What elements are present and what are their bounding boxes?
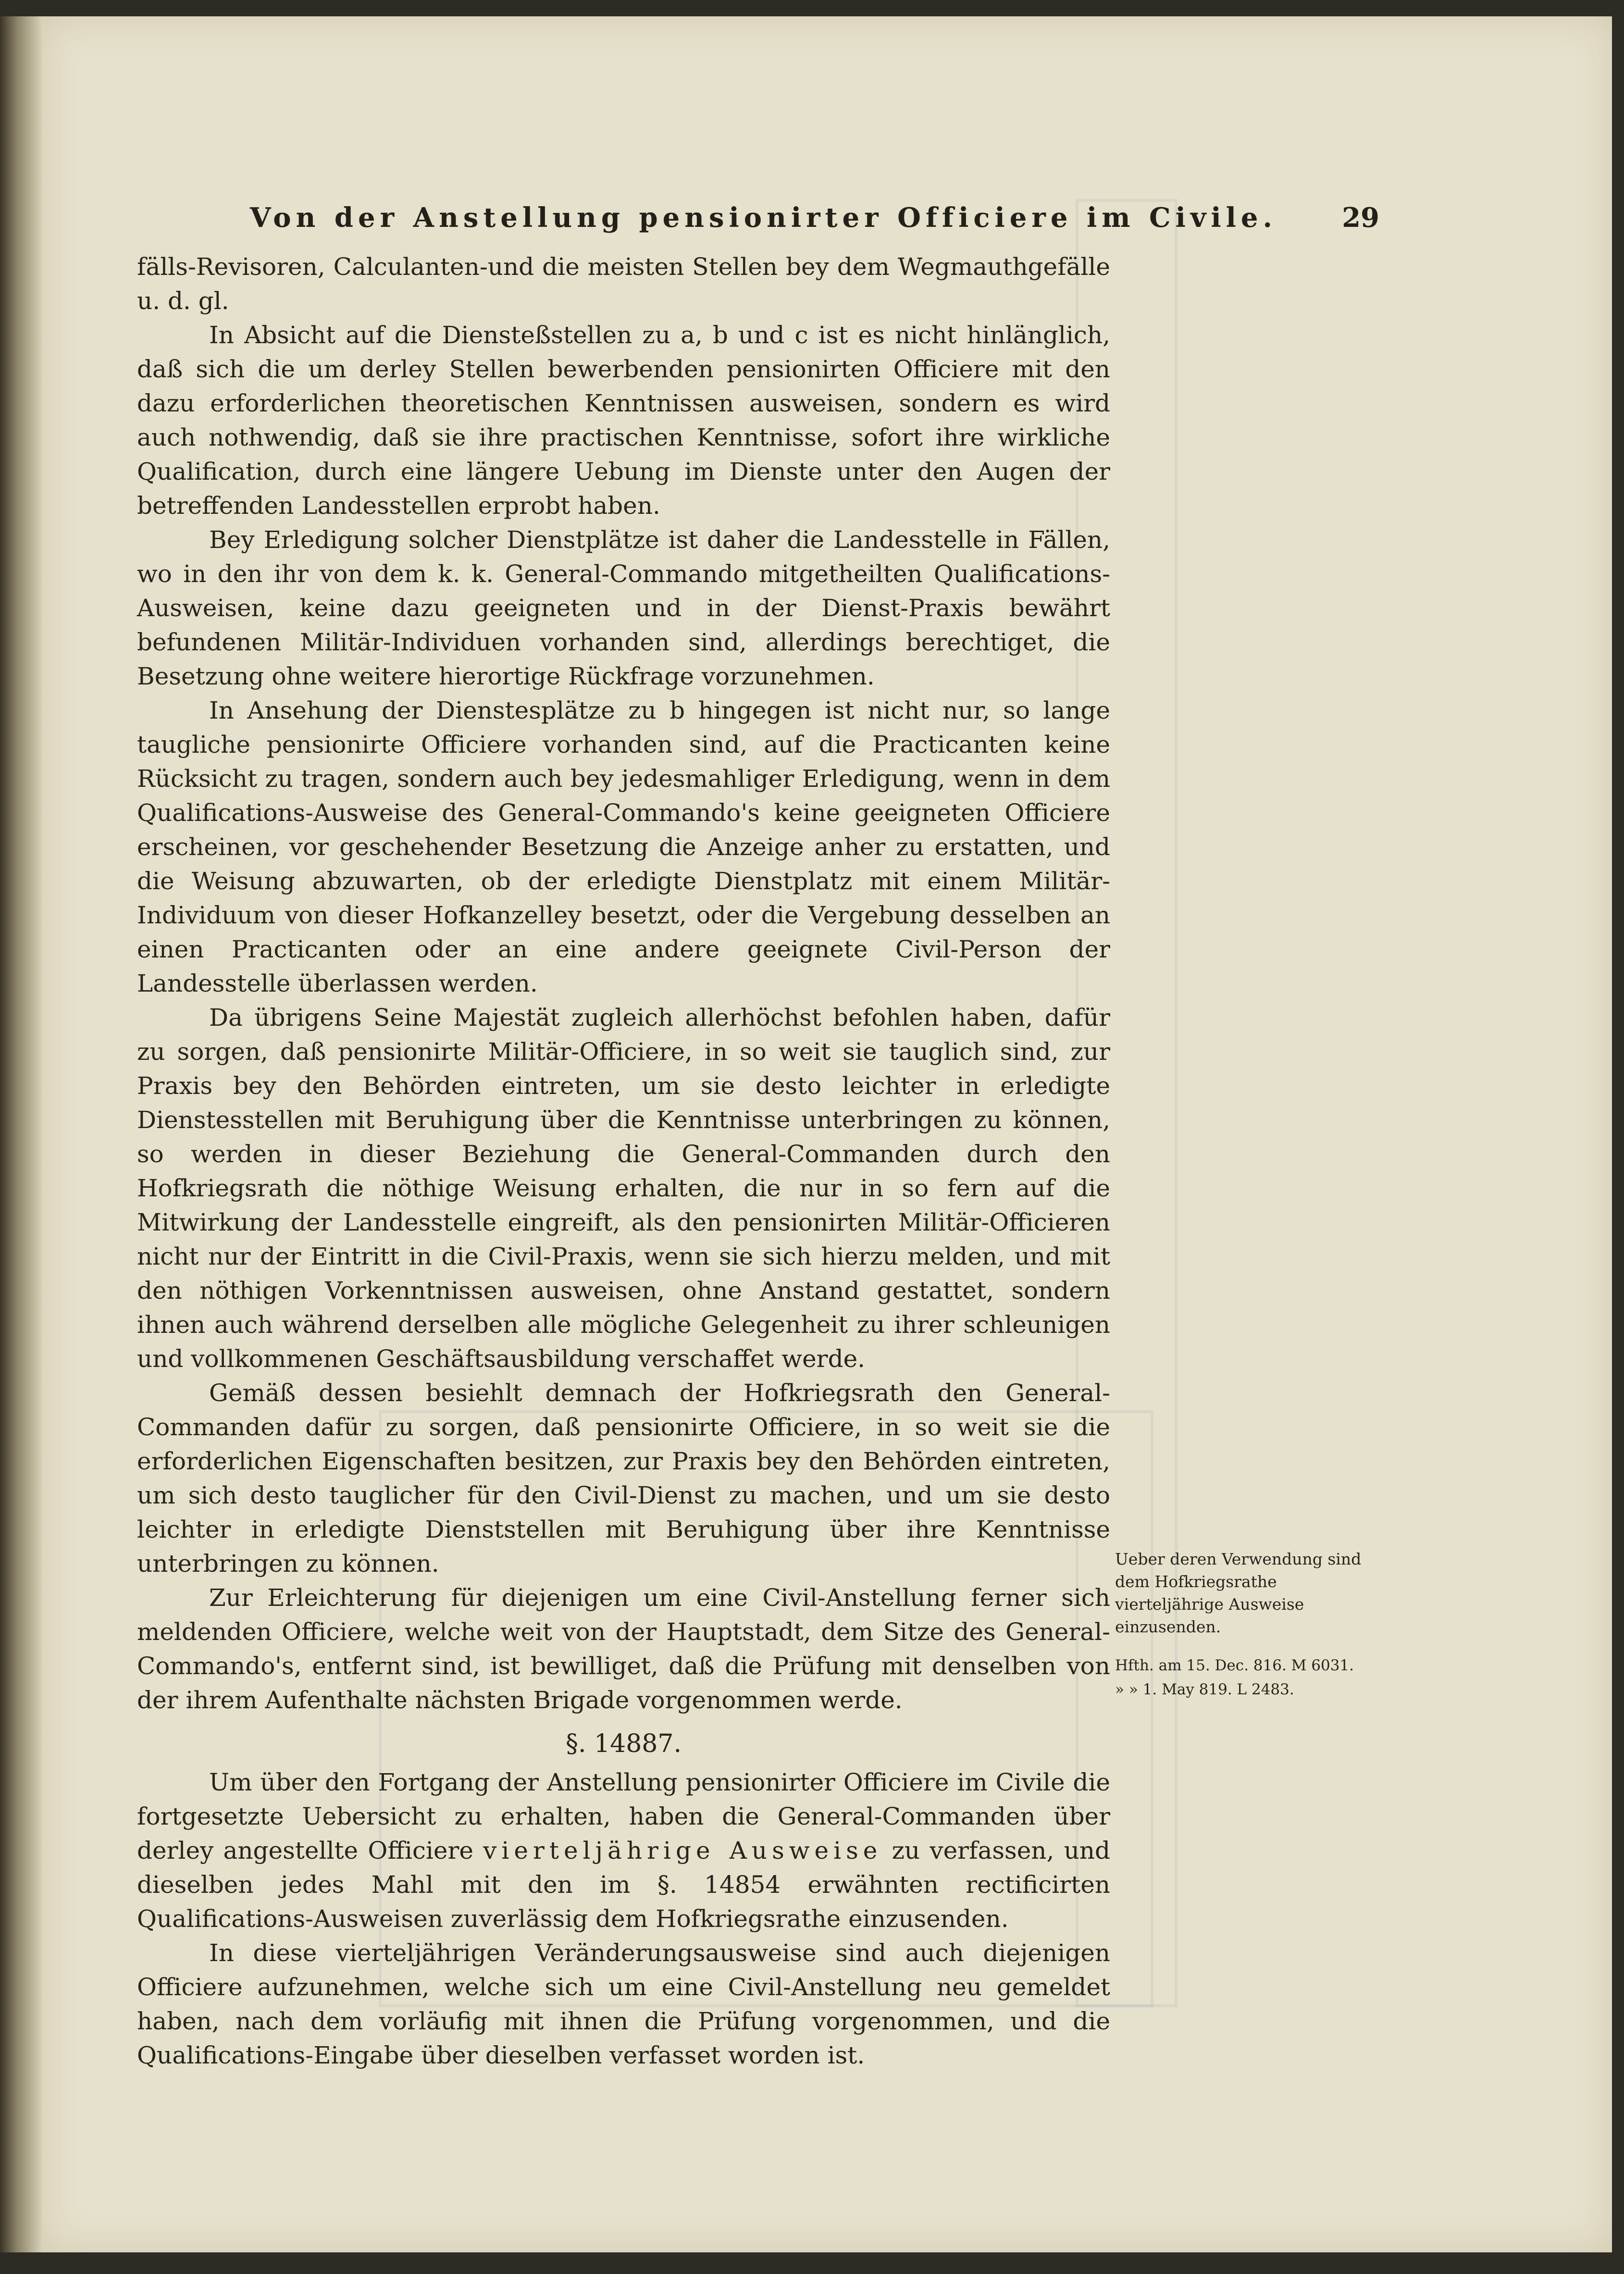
- paragraph-1: fälls-Revisoren, Calculanten-und die meisten Stellen bey dem Wegmauthgefälle u. d. gl.: [137, 253, 1110, 315]
- margin-reference-1: Hfth. am 15. Dec. 816. M 6031.: [1115, 1657, 1354, 1674]
- paragraph-5: Da übrigens Seine Majestät zugleich allerhöchst befohlen haben, dafür zu sorgen, daß pensionirte Militär-Officiere, in so weit sie tauglich sind, zur Praxis bey den Behörden eintreten, um sie desto leichter in erledigte Dienstesstellen mit Beruhigung über die Kenntnisse unterbringen zu können, so werden in dieser Beziehung die General-Commanden durch den Hofkriegsrath die nöthige Weisung erhalten, die nur in so fern auf die Mitwirkung der Landesstelle eingreift, als den pensionirten Militär-Officieren nicht nur der Eintritt in die Civil-Praxis, wenn sie sich hierzu melden, und mit den nöthigen Vorkenntnissen ausweisen, ohne Anstand gestattet, sondern ihnen auch während derselben alle mögliche Gelegenheit zu ihrer schleunigen und vollkommenen Geschäftsausbildung verschaffet werde.: [137, 1004, 1110, 1373]
- paragraph-3: Bey Erledigung solcher Dienstplätze ist daher die Landesstelle in Fällen, wo in den ihr von dem k. k. General-Commando mitgetheilten Qualifications-Ausweisen, keine dazu geeigneten und in der Dienst-Praxis bewährt befundenen Militär-Individuen vorhanden sind, allerdings berechtiget, die Besetzung ohne weitere hierortige Rückfrage vorzunehmen.: [137, 526, 1110, 690]
- paragraph-2: In Absicht auf die Diensteßstellen zu a, b und c ist es nicht hinlänglich, daß sich die um derley Stellen bewerbenden pensionirten Officiere mit den dazu erforderlichen theoretischen Kenntnissen ausweisen, sondern es wird auch nothwendig, daß sie ihre practischen Kenntnisse, sofort ihre wirkliche Qualification, durch eine längere Uebung im Dienste unter den Augen der betreffenden Landesstellen erprobt haben.: [137, 321, 1110, 520]
- running-head: Von der Anstellung pensionirter Officiere im Civile.: [250, 202, 1277, 234]
- margin-note: Ueber deren Verwendung sind dem Hofkriegsrathe vierteljährige Ausweise einzusenden.: [1115, 1550, 1362, 1636]
- page-number: 29: [1342, 202, 1379, 234]
- paragraph-4: In Ansehung der Dienstesplätze zu b hingegen ist nicht nur, so lange taugliche pensionirte Officiere vorhanden sind, auf die Practicanten keine Rücksicht zu tragen, sondern auch bey jedesmahliger Erledigung, wenn in dem Qualifications-Ausweise des General-Commando's keine geeigneten Officiere erscheinen, vor geschehender Besetzung die Anzeige anher zu erstatten, und die Weisung abzuwarten, ob der erledigte Dienstplatz mit einem Militär-Individuum von dieser Hofkanzelley besetzt, oder die Vergebung desselben an einen Practicanten oder an eine andere geeignete Civil-Person der Landesstelle überlassen werden.: [137, 696, 1110, 997]
- margin-references: [1115, 1653, 1375, 1702]
- paragraph-6: Gemäß dessen besiehlt demnach der Hofkriegsrath den General-Commanden dafür zu sorgen, daß pensionirte Officiere, in so weit sie die erforderlichen Eigenschaften besitzen, zur Praxis bey den Behörden eintreten, um sich desto tauglicher für den Civil-Dienst zu machen, und um sie desto leichter in erledigte Dienststellen mit Beruhigung über ihre Kenntnisse unterbringen zu können.: [137, 1379, 1110, 1578]
- spaced-emphasis: vierteljährige Ausweise: [483, 1837, 882, 1864]
- margin-reference-2: » » 1. May 819. L 2483.: [1115, 1681, 1294, 1698]
- page-header: [250, 202, 1379, 240]
- paragraph-8: [137, 1765, 1110, 1936]
- book-gutter: [0, 16, 42, 2252]
- paragraph-8-end: zu verfassen, und dieselben jedes Mahl mit den im §. 14854 erwähnten rectificirten Qualifications-Ausweisen zuverlässig dem Hofkriegsrathe einzusenden.: [137, 1837, 1110, 1933]
- paragraph-8-start: Um über den Fortgang der Anstellung pensionirter Officiere im Civile die fortgesetzte Uebersicht zu erhalten, haben die General-Commanden über derley angestellte Officiere: [137, 1768, 1110, 1864]
- section-number: §. 14887.: [565, 1729, 682, 1758]
- paragraph-9: In diese vierteljährigen Veränderungsausweise sind auch diejenigen Officiere aufzunehmen, welche sich um eine Civil-Anstellung neu gemeldet haben, nach dem vorläufig mit ihnen die Prüfung vorgenommen, und die Qualifications-Eingabe über dieselben verfasset worden ist.: [137, 1939, 1110, 2069]
- body-text: [137, 250, 1110, 2073]
- paragraph-7: Zur Erleichterung für diejenigen um eine Civil-Anstellung ferner sich meldenden Officiere, welche weit von der Hauptstadt, dem Sitze des General-Commando's, entfernt sind, ist bewilliget, daß die Prüfung mit denselben von der ihrem Aufenthalte nächsten Brigade vorgenommen werde.: [137, 1584, 1110, 1714]
